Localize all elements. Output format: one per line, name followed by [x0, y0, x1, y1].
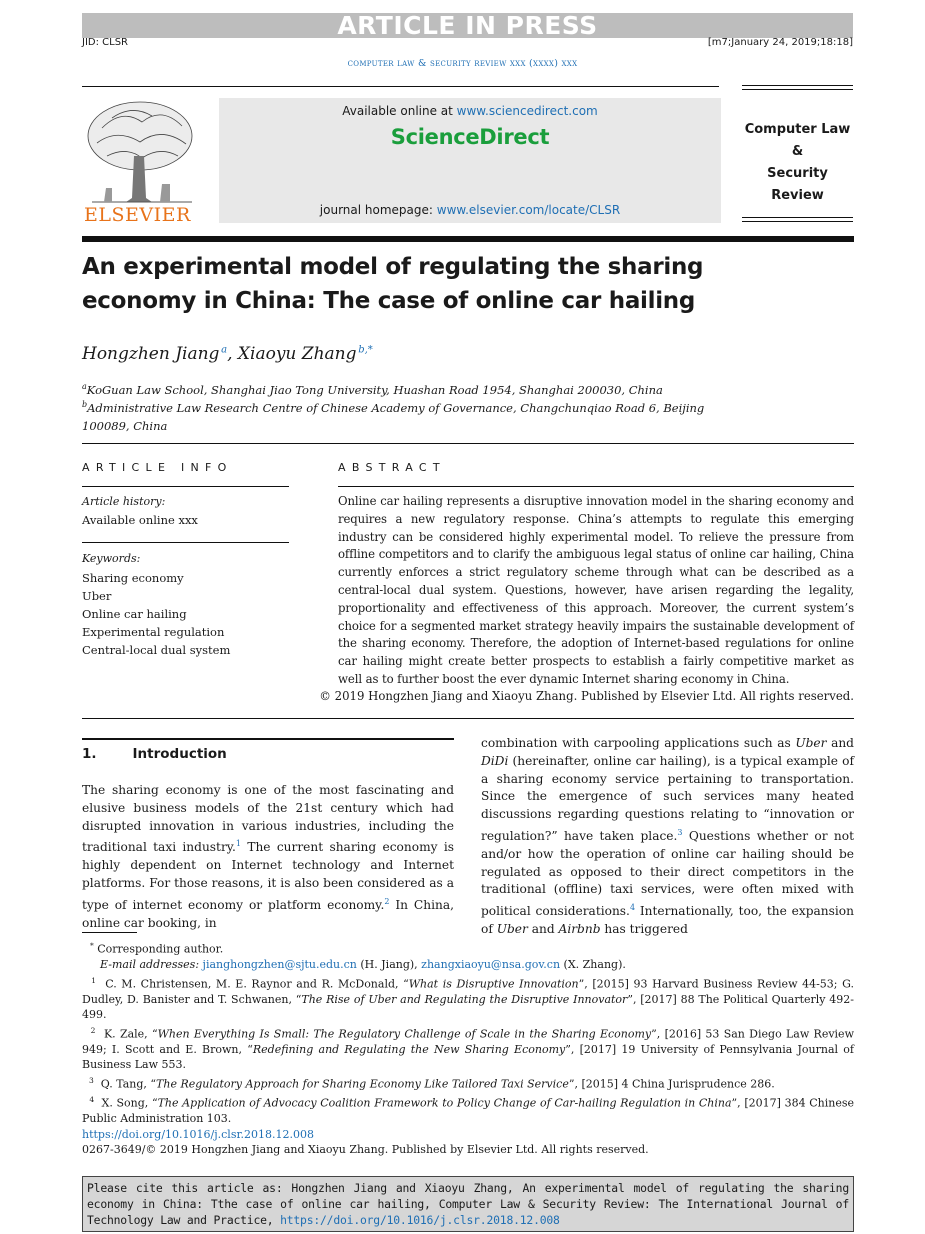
affiliation-marker[interactable]: a — [221, 344, 228, 356]
elsevier-wordmark: ELSEVIER — [84, 204, 191, 226]
article-title — [82, 250, 782, 318]
affiliation-text: Administrative Law Research Centre of Chinese Academy of Governance, Changchunqiao Road 6, Beijing 100089, China — [82, 400, 705, 433]
abstract-text: Online car hailing represents a disruptive innovation model in the sharing economy and requires a new regulatory response. China’s attempts to regulate this emerging industry can be considered highly experimental model. To relieve the pressure from offline competitors and to clarify the ambiguous legal status of online car hailing, China currently enforces a strict regulatory scheme through what can be described as a central-local dual system. Questions, however, have arisen regarding the legality, proportionality and effectiveness of this approach. Moreover, the current system’s choice for a segmented market strategy heavily impairs the sustainable development of the sharing economy. Therefore, the adoption of Internet-based regulations for online car hailing might create better prospects to establish a fairly competitive market as well as to further boost the ever dynamic Internet sharing economy in China. — [338, 494, 854, 686]
keywords-label: Keywords: — [82, 552, 141, 565]
author-name: Hongzhen Jiang — [82, 344, 220, 364]
affiliation-letter: b — [82, 400, 88, 409]
body-text: Questions whether or not and/or how the operation of online car hailing should be regulated as opposed to their direct competitors in the traditional (offline) taxi services, were often mixed with political considerations. — [481, 829, 854, 919]
body-italic: Uber — [496, 922, 528, 937]
footnote-marker: * — [90, 941, 94, 950]
footnote-marker: 2 — [90, 1025, 96, 1035]
available-prefix: Available online at — [342, 104, 457, 118]
footnote-text: ”, [2015] 4 China Jurisprudence 286. — [568, 1077, 775, 1091]
footnote-marker: 3 — [89, 1075, 94, 1085]
body-column-left — [82, 782, 454, 933]
footnote-ref[interactable]: 2 — [384, 896, 390, 906]
footnote-rule — [82, 932, 137, 933]
footnote-text: Corresponding author. — [97, 942, 224, 956]
sciencedirect-link[interactable]: www.sciencedirect.com — [456, 104, 598, 118]
footnote-text: ”, [2015] 93 Harvard Business Review 44-53; G. Dudley, D. Banister and T. Schwanen, “ — [82, 977, 854, 1006]
footnote-text: (X. Zhang). — [560, 958, 626, 972]
footnote-text: (H. Jiang), — [356, 958, 422, 972]
running-head: computer law & security review xxx (xxxx) xxx — [347, 58, 578, 69]
history-value: Available online xxx — [82, 513, 198, 527]
body-text: (hereinafter, online car hailing), is a typical example of a sharing economy service pertaining to transportation. Since the emergence of such services many heated discussions regarding questions relating to “innovation or regulation?” have taken place. — [481, 753, 854, 844]
title-line2: economy in China: The case of online car hailing — [82, 288, 696, 314]
footnote-italic: When Everything Is Small: The Regulatory Challenge of Scale in the Sharing Economy — [157, 1027, 652, 1041]
email-link[interactable]: zhangxiaoyu@nsa.gov.cn — [421, 958, 561, 972]
footnote — [82, 1092, 854, 1127]
section-heading — [82, 746, 227, 762]
keyword: Online car hailing — [82, 607, 187, 621]
body-text: combination with carpooling applications such as — [481, 736, 796, 750]
journal-rule-top2 — [742, 89, 853, 90]
divider — [338, 486, 854, 487]
sciencedirect-logo: ScienceDirect — [390, 125, 550, 149]
author-separator: , — [227, 344, 238, 364]
footnote-text: ”, [2017] 19 University of Pennsylvania Journal of Business Law 553. — [82, 1042, 854, 1072]
citation-box — [82, 1176, 854, 1232]
body-italic: Airbnb — [558, 922, 601, 937]
journal-name — [742, 119, 853, 207]
footnote-marker: 1 — [91, 975, 96, 985]
body-text: and — [826, 736, 854, 750]
footnote-text: X. Song, “ — [101, 1096, 158, 1110]
journal-line2: & — [791, 144, 804, 159]
journal-homepage-link[interactable]: www.elsevier.com/locate/CLSR — [436, 203, 621, 217]
footnote-italic: The Regulatory Approach for Sharing Economy Like Tailored Taxi Service — [156, 1077, 569, 1091]
sciencedirect-box — [219, 98, 721, 223]
homepage-prefix: journal homepage: — [319, 203, 437, 217]
footnotes — [82, 938, 854, 1127]
keyword: Central-local dual system — [82, 643, 231, 657]
affiliation-letter: a — [82, 382, 87, 391]
footnote-text: ”, [2017] 88 The Political Quarterly 492-499. — [82, 992, 854, 1022]
date-stamp: [m7;January 24, 2019;18:18] — [707, 37, 853, 48]
author-name: Xiaoyu Zhang — [237, 344, 357, 364]
keyword: Uber — [82, 589, 112, 603]
available-online — [219, 104, 721, 118]
keyword: Sharing economy — [82, 571, 184, 585]
footnote — [82, 1073, 854, 1092]
masthead-thick-rule — [82, 236, 854, 242]
divider — [82, 718, 854, 719]
footnote-marker: 4 — [89, 1095, 95, 1105]
journal-rule-top1 — [742, 85, 853, 86]
affiliation-b — [82, 396, 722, 435]
body-italic: DiDi — [481, 753, 509, 768]
footnote-text: K. Zale, “ — [103, 1027, 158, 1041]
affiliation-marker[interactable]: b,* — [358, 344, 373, 356]
body-text: Internationally, too, the expansion of — [481, 904, 854, 937]
section-rule — [82, 738, 454, 740]
section-number: 1. — [82, 746, 97, 762]
journal-line3: Security Review — [767, 166, 828, 203]
footnote-italic: What is Disruptive Innovation — [408, 977, 579, 991]
body-text: The current sharing economy is highly dependent on Internet technology and Internet platforms. For those reasons, it is also been considered as a type of internet economy or platform economy. — [82, 840, 454, 912]
footnote-italic: The Rise of Uber and Regulating the Disruptive Innovator — [301, 992, 628, 1006]
footnote — [82, 957, 854, 973]
section-title: Introduction — [132, 746, 227, 762]
citation-text: Please cite this article as: Hongzhen Jiang and Xiaoyu Zhang, An experimental model of regulating the sharing economy in China: Tthe case of online car hailing, Computer Law & Security Review: The International Journal of Technology Law and Practice, — [87, 1181, 849, 1227]
journal-homepage — [219, 203, 721, 217]
footnote-text: C. M. Christensen, M. E. Raynor and R. McDonald, “ — [105, 977, 409, 991]
footnote — [82, 938, 854, 957]
footnote-ref[interactable]: 1 — [235, 839, 242, 849]
article-in-press-banner: ARTICLE IN PRESS — [82, 13, 853, 38]
body-text: The sharing economy is one of the most fascinating and elusive business models of the 21st century which had disrupted innovation in various industries, including the traditional taxi industry. — [82, 783, 454, 855]
footnote-ref[interactable]: 4 — [629, 903, 636, 913]
footnote-text: Q. Tang, “ — [100, 1077, 157, 1091]
article-info-heading: ARTICLE INFO — [82, 461, 233, 474]
affiliation-text: KoGuan Law School, Shanghai Jiao Tong University, Huashan Road 1954, Shanghai 200030, China — [86, 382, 663, 397]
footnote — [82, 1023, 854, 1073]
abstract-heading: ABSTRACT — [338, 461, 446, 474]
body-text: and — [527, 922, 559, 937]
journal-rule-bot1 — [742, 217, 853, 218]
citation-doi-link[interactable]: https://doi.org/10.1016/j.clsr.2018.12.008 — [280, 1213, 560, 1227]
keyword: Experimental regulation — [82, 625, 225, 639]
title-line1: An experimental model of regulating the sharing — [82, 254, 704, 280]
abstract-copyright: © 2019 Hongzhen Jiang and Xiaoyu Zhang. Published by Elsevier Ltd. All rights reserved. — [319, 689, 854, 703]
body-column-right — [481, 735, 854, 939]
email-link[interactable]: jianghongzhen@sjtu.edu.cn — [202, 958, 357, 972]
footnote-text: ”, [2016] 53 San Diego Law Review 949; I. Scott and E. Brown, “ — [82, 1027, 854, 1056]
journal-line1: Computer Law — [744, 122, 851, 137]
divider — [82, 542, 289, 543]
footnote-ref[interactable]: 3 — [677, 827, 683, 837]
keyword-list — [82, 569, 230, 659]
body-italic: Uber — [795, 736, 827, 750]
history-label: Article history: — [82, 495, 166, 508]
footnote-text: ”, [2017] 384 Chinese Public Administration 103. — [82, 1096, 855, 1126]
footnote — [82, 973, 854, 1023]
footnote-italic: The Application of Advocacy Coalition Framework to Policy Change of Car-hailing Regulation in China — [157, 1096, 732, 1110]
masthead-top-rule — [82, 86, 719, 87]
journal-id: JID: CLSR — [82, 37, 128, 48]
doi-link[interactable]: https://doi.org/10.1016/j.clsr.2018.12.008 — [82, 1128, 314, 1141]
divider — [82, 443, 854, 444]
body-text: In China, online car booking, in — [82, 897, 454, 930]
author-list — [82, 344, 373, 364]
issn-copyright: 0267-3649/© 2019 Hongzhen Jiang and Xiaoyu Zhang. Published by Elsevier Ltd. All rights reserved. — [82, 1143, 649, 1156]
body-text: has triggered — [600, 922, 688, 937]
footnote-italic: Redefining and Regulating the New Sharing Economy — [252, 1042, 566, 1056]
divider — [82, 486, 289, 487]
footnote-label: E-mail addresses: — [100, 958, 203, 972]
journal-rule-bot2 — [742, 221, 853, 222]
